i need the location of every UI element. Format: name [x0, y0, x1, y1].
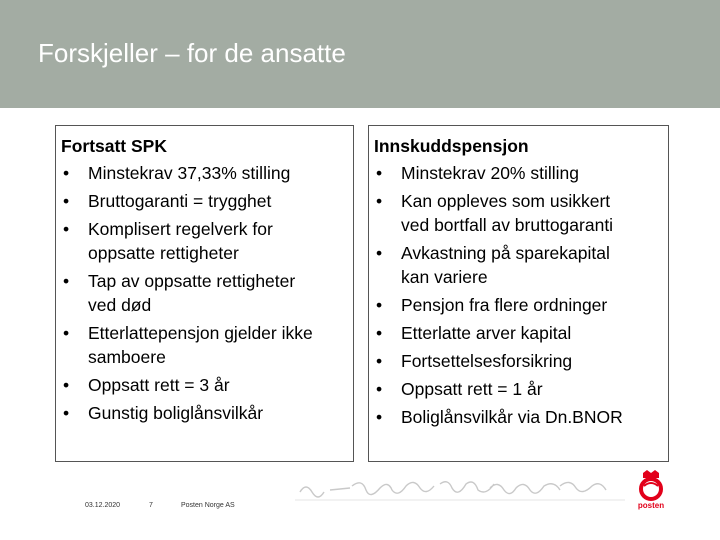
right-column-box — [368, 125, 669, 462]
right-column-heading: Innskuddspensjon — [374, 136, 529, 156]
signature-watermark — [290, 470, 630, 510]
list-item: • Fortsettelsesforsikring — [374, 349, 668, 373]
posten-logo-text: posten — [637, 501, 665, 510]
list-item: • Etterlatte arver kapital — [374, 321, 668, 345]
list-item: • Boliglånsvilkår via Dn.BNOR — [374, 405, 668, 429]
list-item: • Minstekrav 37,33% stilling — [61, 161, 353, 185]
list-item: • Avkastning på sparekapital kan variere — [374, 241, 668, 289]
left-column-heading: Fortsatt SPK — [61, 136, 167, 156]
list-item: • Gunstig boliglånsvilkår — [61, 401, 353, 425]
list-item: • Etterlattepensjon gjelder ikke samboere — [61, 321, 353, 369]
list-item: • Bruttogaranti = trygghet — [61, 189, 353, 213]
slide-header — [0, 0, 720, 108]
list-item: • Oppsatt rett = 1 år — [374, 377, 668, 401]
list-item: • Pensjon fra flere ordninger — [374, 293, 668, 317]
left-column-box — [55, 125, 354, 462]
list-item: • Tap av oppsatte rettigheter ved død — [61, 269, 353, 317]
footer-company: Posten Norge AS — [181, 502, 235, 509]
list-item: • Kan oppleves som usikkert ved bortfall av bruttogaranti — [374, 189, 668, 237]
list-item: • Oppsatt rett = 3 år — [61, 373, 353, 397]
footer-page-number: 7 — [149, 502, 153, 509]
list-item: • Minstekrav 20% stilling — [374, 161, 668, 185]
left-bullet-list — [61, 161, 353, 425]
right-bullet-list — [374, 161, 668, 429]
list-item: • Komplisert regelverk for oppsatte rettigheter — [61, 217, 353, 265]
footer-date: 03.12.2020 — [85, 502, 121, 509]
slide-title: Forskjeller – for de ansatte — [38, 38, 346, 68]
